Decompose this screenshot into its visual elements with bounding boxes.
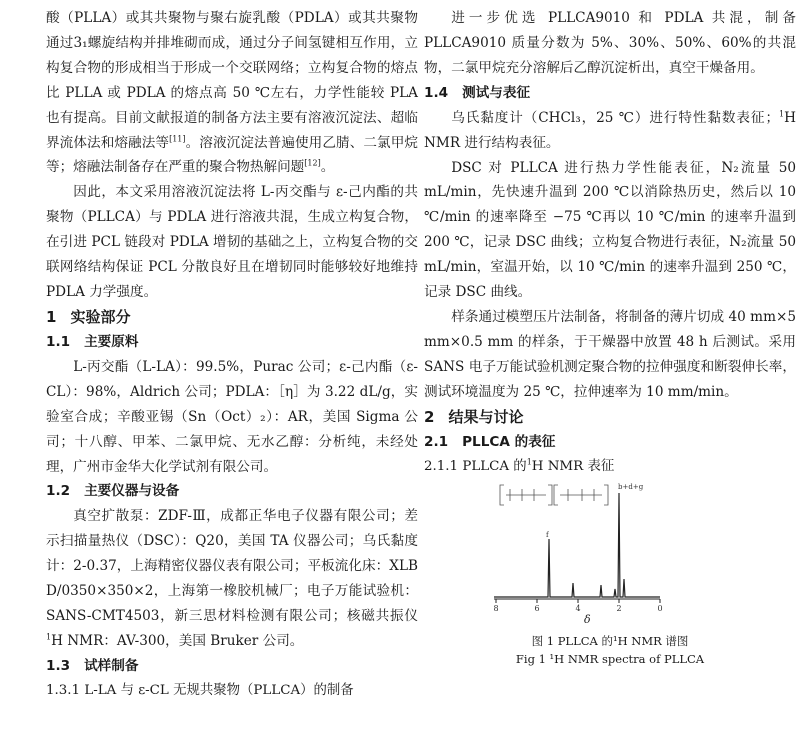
equipment-paragraph: 真空扩散泵：ZDF-Ⅲ，成都正华电子仪器有限公司；差示扫描量热仪（DSC）：Q20，美国 TA 仪器公司；乌氏黏度计：2-0.37，上海精密仪器仪表有限公司；平板流化床：XLB D/0350×350×2，上海第一橡胶机械厂；电子万能试验机：SANS-CMT4503，新三思材料检测有限公司；核磁共振仪$^1$H NMR：AV-300，美国 Bruker 公司。 [46, 508, 418, 649]
tick-label-6: 6 [534, 603, 540, 613]
right-column [424, 6, 796, 665]
nmr-spectrum-plot [490, 479, 690, 615]
peak-label-bdg: b+d+g [618, 482, 644, 491]
figure-caption-cn: 图 1 PLLCA 的¹H NMR 谱图 [531, 633, 689, 648]
left-column [46, 6, 418, 703]
structure-formula [500, 485, 608, 505]
x-axis-ticks [496, 599, 660, 603]
tick-label-8: 8 [493, 603, 499, 613]
section-1-3-heading: 1.3 试样制备 [46, 657, 139, 674]
x-axis-symbol: δ [584, 612, 591, 626]
viscosity-paragraph: 乌氏黏度计（CHCl₃，25 ℃）进行特性黏数表征；$^1$H NMR 进行结构表征。 [424, 109, 796, 151]
section-1-heading: 1 实验部分 [46, 307, 131, 326]
tick-label-0: 0 [657, 603, 663, 613]
tick-label-4: 4 [575, 603, 581, 613]
tick-label-2: 2 [616, 603, 622, 613]
figure-caption-en: Fig 1 ¹H NMR spectra of PLLCA [515, 651, 705, 666]
section-2-1-heading: 2.1 PLLCA 的表征 [424, 433, 556, 450]
dsc-paragraph: DSC 对 PLLCA 进行热力学性能表征，N₂流量 50 mL/min，先快速升温到 200 ℃以消除热历史，然后以 10 ℃/min 的速率降至 −75 ℃再以 10 ℃/min 的速率升温到 200 ℃，记录 DSC 曲线；立构复合物进行表征，N₂流量 50 mL/min，室温开始，以 10 ℃/min 的速率升温到 250 ℃，记录 DSC 曲线。 [424, 159, 796, 301]
intro-paragraph: 酸（PLLA）或其共聚物与聚右旋乳酸（PDLA）或其共聚物通过3₁螺旋结构并排堆砌而成，通过分子间氢键相互作用，立构复合物的形成相当于形成一个交联网络；立构复合物的熔点比 PLLA 或 PDLA 的熔点高 50 ℃左右，力学性能较 PLA 也有提高。目前文献报道的制备方法主要有溶液沉淀法、超临界流体法和熔融法等[11]。溶液沉淀法普遍使用乙腈、二氯甲烷等；熔融法制备存在严重的聚合物热解问题[12]。 [46, 10, 419, 176]
materials-paragraph: L-丙交酯（L-LA）：99.5%，Purac 公司；ε-己内酯（ε-CL）：98%，Aldrich 公司；PDLA：［η］为 3.22 dL/g，实验室合成；辛酸亚锡（Sn（Oct）₂）：AR，美国 Sigma 公司；十八醇、甲苯、二氯甲烷、无水乙醇：分析纯，未经处理，广州市金华大化学试剂有限公司。 [46, 358, 418, 475]
section-1-2-heading: 1.2 主要仪器与设备 [46, 483, 180, 500]
citation-12: [12] [304, 158, 321, 168]
section-1-4-heading: 1.4 测试与表征 [424, 84, 531, 101]
spectrum-trace [494, 493, 660, 597]
section-2-1-1-heading: 2.1.1 PLLCA 的$^1$H NMR 表征 [424, 457, 615, 474]
nmr-figure [424, 479, 796, 665]
blend-paragraph: 进一步优选 PLLCA9010 和 PDLA 共混，制备 PLLCA9010 质量分数为 5%、30%、50%、60%的共混物，二氯甲烷充分溶解后乙醇沉淀析出，真空干燥备用。 [424, 10, 796, 76]
section-1-3-1-heading: 1.3.1 L-LA 与 ε-CL 无规共聚物（PLLCA）的制备 [46, 682, 354, 698]
citation-11: [11] [169, 134, 186, 143]
section-2-heading: 2 结果与讨论 [424, 407, 524, 426]
purpose-paragraph: 因此，本文采用溶液沉淀法将 L-丙交酯与 ε-己内酯的共聚物（PLLCA）与 PDLA 进行溶液共混，生成立构复合物，在引进 PCL 链段对 PDLA 增韧的基础之上，立构复合物的交联网络结构保证 PCL 分散良好且在增韧同时能够较好地维持 PDLA 力学强度。 [46, 184, 418, 300]
peak-label-f: f [546, 530, 549, 539]
section-1-1-heading: 1.1 主要原料 [46, 333, 139, 350]
specimen-paragraph: 样条通过模塑压片法制备，将制备的薄片切成 40 mm×5 mm×0.5 mm 的样条，于干燥器中放置 48 h 后测试。采用 SANS 电子万能试验机测定聚合物的拉伸强度和断裂伸长率，测试环境温度为 25 ℃，拉伸速率为 10 mm/min。 [424, 308, 796, 400]
